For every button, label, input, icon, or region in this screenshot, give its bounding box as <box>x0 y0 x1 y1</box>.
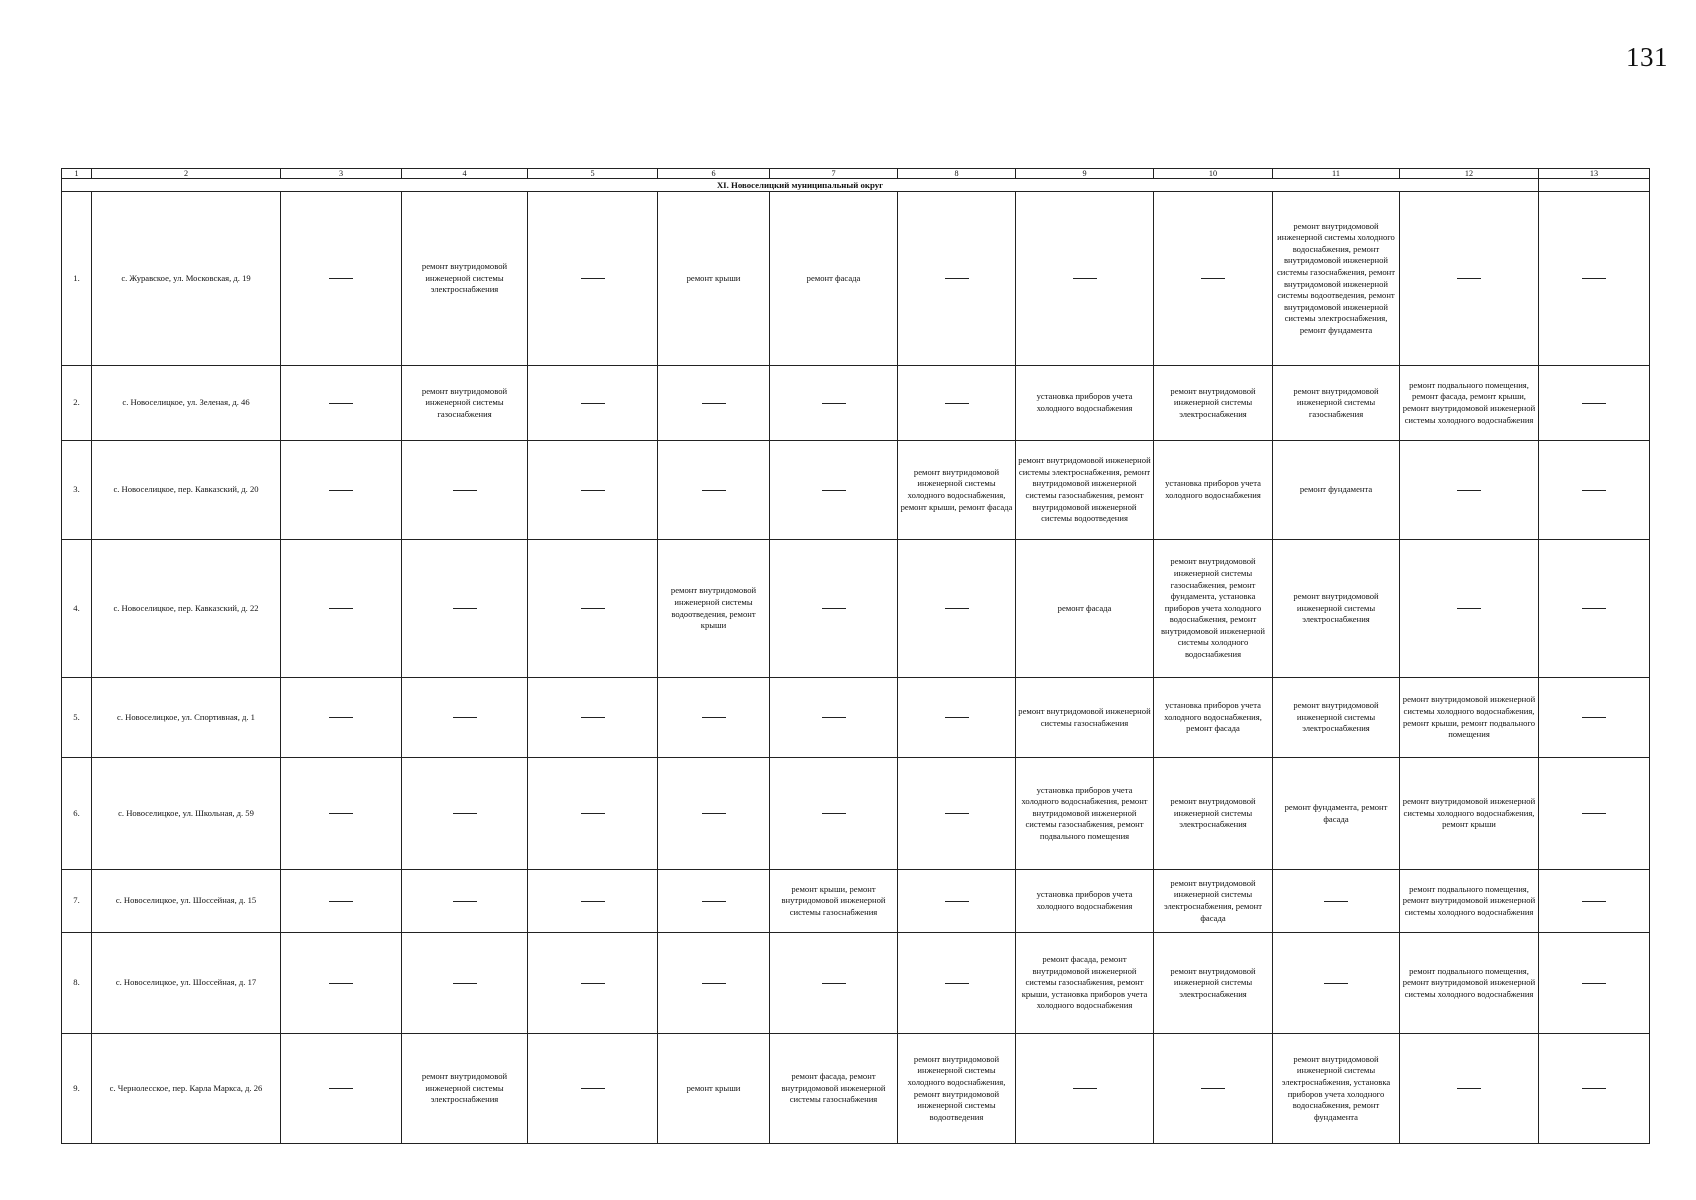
empty-dash-cell <box>1539 441 1650 540</box>
table-cell: установка приборов учета холодного водоснабжения <box>1016 870 1154 933</box>
empty-dash-cell <box>1539 1034 1650 1144</box>
dash-mark <box>1073 278 1097 279</box>
empty-dash-cell <box>402 933 528 1034</box>
dash-mark <box>1073 1088 1097 1089</box>
empty-dash-cell <box>281 366 402 441</box>
empty-dash-cell <box>402 678 528 758</box>
table-cell: ремонт внутридомовой инженерной системы электроснабжения, ремонт внутридомовой инженерной системы газоснабжения, ремонт внутридомовой инженерной системы водоотведения <box>1016 441 1154 540</box>
empty-dash-cell <box>770 933 898 1034</box>
empty-dash-cell <box>1539 758 1650 870</box>
table-cell: ремонт крыши, ремонт внутридомовой инженерной системы газоснабжения <box>770 870 898 933</box>
address-cell: с. Новоселицкое, ул. Школьная, д. 59 <box>92 758 281 870</box>
dash-mark <box>329 717 353 718</box>
empty-dash-cell <box>528 192 658 366</box>
empty-dash-cell <box>770 540 898 678</box>
table-cell: ремонт внутридомовой инженерной системы водоотведения, ремонт крыши <box>658 540 770 678</box>
column-header: 7 <box>770 169 898 179</box>
dash-mark <box>822 813 846 814</box>
table-cell: ремонт внутридомовой инженерной системы газоснабжения, ремонт фундамента, установка приборов учета холодного водоснабжения, ремонт внутридомовой инженерной системы холодного водоснабжения <box>1154 540 1273 678</box>
dash-mark <box>1582 403 1606 404</box>
dash-mark <box>581 403 605 404</box>
dash-mark <box>945 403 969 404</box>
table-cell: ремонт внутридомовой инженерной системы электроснабжения, ремонт фасада <box>1154 870 1273 933</box>
address-cell: с. Новоселицкое, ул. Зеленая, д. 46 <box>92 366 281 441</box>
dash-mark <box>329 608 353 609</box>
column-header: 1 <box>62 169 92 179</box>
empty-dash-cell <box>898 540 1016 678</box>
address-cell: с. Новоселицкое, ул. Спортивная, д. 1 <box>92 678 281 758</box>
empty-dash-cell <box>658 870 770 933</box>
row-number: 9. <box>62 1034 92 1144</box>
empty-dash-cell <box>770 366 898 441</box>
table-cell: ремонт внутридомовой инженерной системы электроснабжения <box>1154 758 1273 870</box>
table-cell: ремонт внутридомовой инженерной системы газоснабжения <box>1016 678 1154 758</box>
table-cell: ремонт подвального помещения, ремонт внутридомовой инженерной системы холодного водоснабжения <box>1400 870 1539 933</box>
table-cell: ремонт крыши <box>658 192 770 366</box>
column-header: 2 <box>92 169 281 179</box>
table-cell: ремонт внутридомовой инженерной системы электроснабжения <box>1154 366 1273 441</box>
empty-dash-cell <box>1539 870 1650 933</box>
dash-mark <box>1457 490 1481 491</box>
table-cell: ремонт внутридомовой инженерной системы электроснабжения <box>402 192 528 366</box>
table-cell: установка приборов учета холодного водоснабжения <box>1154 441 1273 540</box>
empty-dash-cell <box>1400 540 1539 678</box>
table-cell: ремонт фасада, ремонт внутридомовой инженерной системы газоснабжения <box>770 1034 898 1144</box>
empty-dash-cell <box>281 192 402 366</box>
empty-dash-cell <box>898 678 1016 758</box>
empty-dash-cell <box>1016 1034 1154 1144</box>
row-number: 5. <box>62 678 92 758</box>
empty-dash-cell <box>402 540 528 678</box>
dash-mark <box>453 717 477 718</box>
empty-dash-cell <box>281 441 402 540</box>
dash-mark <box>822 717 846 718</box>
dash-mark <box>329 403 353 404</box>
column-header: 3 <box>281 169 402 179</box>
column-header: 13 <box>1539 169 1650 179</box>
empty-dash-cell <box>1400 441 1539 540</box>
empty-dash-cell <box>1539 540 1650 678</box>
empty-dash-cell <box>402 441 528 540</box>
table-cell: ремонт подвального помещения, ремонт фасада, ремонт крыши, ремонт внутридомовой инженерной системы холодного водоснабжения <box>1400 366 1539 441</box>
empty-dash-cell <box>1273 933 1400 1034</box>
empty-dash-cell <box>1539 366 1650 441</box>
dash-mark <box>329 1088 353 1089</box>
empty-dash-cell <box>1539 192 1650 366</box>
empty-dash-cell <box>898 366 1016 441</box>
dash-mark <box>329 490 353 491</box>
empty-dash-cell <box>658 678 770 758</box>
table-cell: установка приборов учета холодного водоснабжения, ремонт фасада <box>1154 678 1273 758</box>
column-number-row <box>62 169 1650 179</box>
table-cell: ремонт внутридомовой инженерной системы холодного водоснабжения, ремонт внутридомовой инженерной системы водоотведения <box>898 1034 1016 1144</box>
empty-dash-cell <box>898 933 1016 1034</box>
table-row <box>62 678 1650 758</box>
dash-mark <box>581 490 605 491</box>
dash-mark <box>702 717 726 718</box>
dash-mark <box>581 278 605 279</box>
empty-dash-cell <box>658 933 770 1034</box>
empty-dash-cell <box>281 1034 402 1144</box>
table-cell: установка приборов учета холодного водоснабжения, ремонт внутридомовой инженерной системы газоснабжения, ремонт подвального помещения <box>1016 758 1154 870</box>
empty-dash-cell <box>1154 192 1273 366</box>
empty-dash-cell <box>898 870 1016 933</box>
dash-mark <box>945 278 969 279</box>
column-header: 5 <box>528 169 658 179</box>
column-header: 9 <box>1016 169 1154 179</box>
table-cell: ремонт внутридомовой инженерной системы газоснабжения <box>1273 366 1400 441</box>
dash-mark <box>945 901 969 902</box>
empty-dash-cell <box>281 758 402 870</box>
dash-mark <box>822 403 846 404</box>
dash-mark <box>702 901 726 902</box>
address-cell: с. Новоселицкое, ул. Шоссейная, д. 15 <box>92 870 281 933</box>
dash-mark <box>1324 983 1348 984</box>
dash-mark <box>1582 813 1606 814</box>
table-row <box>62 933 1650 1034</box>
dash-mark <box>1457 608 1481 609</box>
empty-dash-cell <box>1154 1034 1273 1144</box>
empty-dash-cell <box>1273 870 1400 933</box>
table-row <box>62 192 1650 366</box>
dash-mark <box>1324 901 1348 902</box>
dash-mark <box>702 813 726 814</box>
dash-mark <box>329 901 353 902</box>
dash-mark <box>1582 608 1606 609</box>
table-cell: ремонт внутридомовой инженерной системы холодного водоснабжения, ремонт внутридомовой инженерной системы газоснабжения, ремонт внутридомовой инженерной системы водоотведения, ремонт внутридомовой инженерной системы электроснабжения, ремонт фундамента <box>1273 192 1400 366</box>
empty-dash-cell <box>658 366 770 441</box>
table-row <box>62 366 1650 441</box>
table-cell: ремонт фасада <box>1016 540 1154 678</box>
address-cell: с. Журавское, ул. Московская, д. 19 <box>92 192 281 366</box>
empty-dash-cell <box>281 933 402 1034</box>
dash-mark <box>1201 278 1225 279</box>
column-header: 10 <box>1154 169 1273 179</box>
dash-mark <box>1582 278 1606 279</box>
dash-mark <box>1582 717 1606 718</box>
column-header: 6 <box>658 169 770 179</box>
table-cell: ремонт внутридомовой инженерной системы электроснабжения <box>1154 933 1273 1034</box>
dash-mark <box>453 608 477 609</box>
table-cell: ремонт подвального помещения, ремонт внутридомовой инженерной системы холодного водоснабжения <box>1400 933 1539 1034</box>
empty-dash-cell <box>770 758 898 870</box>
empty-dash-cell <box>402 870 528 933</box>
column-header: 11 <box>1273 169 1400 179</box>
page-number: 131 <box>1626 42 1668 72</box>
row-number: 8. <box>62 933 92 1034</box>
row-number: 2. <box>62 366 92 441</box>
table-cell: ремонт внутридомовой инженерной системы электроснабжения <box>1273 540 1400 678</box>
table-cell: ремонт внутридомовой инженерной системы электроснабжения, установка приборов учета холодного водоснабжения, ремонт фундамента <box>1273 1034 1400 1144</box>
row-number: 7. <box>62 870 92 933</box>
table-cell: ремонт внутридомовой инженерной системы холодного водоснабжения, ремонт крыши <box>1400 758 1539 870</box>
address-cell: с. Новоселицкое, ул. Шоссейная, д. 17 <box>92 933 281 1034</box>
empty-dash-cell <box>528 540 658 678</box>
empty-dash-cell <box>658 441 770 540</box>
table-cell: ремонт внутридомовой инженерной системы холодного водоснабжения, ремонт крыши, ремонт подвального помещения <box>1400 678 1539 758</box>
section-title: XI. Новоселицкий муниципальный округ <box>62 179 1539 192</box>
table-cell: ремонт крыши <box>658 1034 770 1144</box>
empty-dash-cell <box>528 933 658 1034</box>
dash-mark <box>581 983 605 984</box>
empty-dash-cell <box>1539 933 1650 1034</box>
dash-mark <box>329 813 353 814</box>
row-number: 6. <box>62 758 92 870</box>
empty-dash-cell <box>528 441 658 540</box>
table-row <box>62 870 1650 933</box>
dash-mark <box>453 813 477 814</box>
table-cell: ремонт внутридомовой инженерной системы электроснабжения <box>1273 678 1400 758</box>
row-number: 1. <box>62 192 92 366</box>
empty-dash-cell <box>528 758 658 870</box>
dash-mark <box>581 813 605 814</box>
table-cell: ремонт внутридомовой инженерной системы электроснабжения <box>402 1034 528 1144</box>
table-cell: ремонт фундамента <box>1273 441 1400 540</box>
empty-dash-cell <box>1400 1034 1539 1144</box>
table-cell: ремонт внутридомовой инженерной системы холодного водоснабжения, ремонт крыши, ремонт фасада <box>898 441 1016 540</box>
table-body <box>62 192 1650 1144</box>
table-row <box>62 1034 1650 1144</box>
table-cell: установка приборов учета холодного водоснабжения <box>1016 366 1154 441</box>
table-cell <box>1539 179 1650 192</box>
table-cell: ремонт фундамента, ремонт фасада <box>1273 758 1400 870</box>
address-cell: с. Новоселицкое, пер. Кавказский, д. 20 <box>92 441 281 540</box>
dash-mark <box>581 1088 605 1089</box>
table-row <box>62 441 1650 540</box>
empty-dash-cell <box>528 366 658 441</box>
dash-mark <box>329 983 353 984</box>
dash-mark <box>945 717 969 718</box>
column-header: 12 <box>1400 169 1539 179</box>
table-cell: ремонт внутридомовой инженерной системы газоснабжения <box>402 366 528 441</box>
dash-mark <box>329 278 353 279</box>
empty-dash-cell <box>898 192 1016 366</box>
dash-mark <box>1201 1088 1225 1089</box>
dash-mark <box>581 901 605 902</box>
dash-mark <box>1582 901 1606 902</box>
dash-mark <box>702 983 726 984</box>
dash-mark <box>581 717 605 718</box>
empty-dash-cell <box>1016 192 1154 366</box>
dash-mark <box>1582 490 1606 491</box>
dash-mark <box>822 490 846 491</box>
empty-dash-cell <box>402 758 528 870</box>
section-row <box>62 179 1650 192</box>
row-number: 4. <box>62 540 92 678</box>
empty-dash-cell <box>281 678 402 758</box>
dash-mark <box>453 490 477 491</box>
dash-mark <box>1457 278 1481 279</box>
empty-dash-cell <box>281 540 402 678</box>
empty-dash-cell <box>658 758 770 870</box>
empty-dash-cell <box>1400 192 1539 366</box>
row-number: 3. <box>62 441 92 540</box>
empty-dash-cell <box>1539 678 1650 758</box>
repair-schedule-table <box>61 168 1650 1144</box>
dash-mark <box>945 813 969 814</box>
empty-dash-cell <box>528 870 658 933</box>
address-cell: с. Чернолесское, пер. Карла Маркса, д. 26 <box>92 1034 281 1144</box>
dash-mark <box>1582 1088 1606 1089</box>
empty-dash-cell <box>281 870 402 933</box>
dash-mark <box>822 983 846 984</box>
dash-mark <box>453 901 477 902</box>
table-row <box>62 540 1650 678</box>
dash-mark <box>702 403 726 404</box>
empty-dash-cell <box>770 678 898 758</box>
dash-mark <box>581 608 605 609</box>
table-row <box>62 758 1650 870</box>
dash-mark <box>822 608 846 609</box>
empty-dash-cell <box>770 441 898 540</box>
table-header <box>62 169 1650 192</box>
dash-mark <box>1582 983 1606 984</box>
empty-dash-cell <box>528 678 658 758</box>
address-cell: с. Новоселицкое, пер. Кавказский, д. 22 <box>92 540 281 678</box>
empty-dash-cell <box>898 758 1016 870</box>
empty-dash-cell <box>528 1034 658 1144</box>
column-header: 8 <box>898 169 1016 179</box>
column-header: 4 <box>402 169 528 179</box>
dash-mark <box>945 608 969 609</box>
dash-mark <box>453 983 477 984</box>
dash-mark <box>1457 1088 1481 1089</box>
dash-mark <box>702 490 726 491</box>
table-cell: ремонт фасада, ремонт внутридомовой инженерной системы газоснабжения, ремонт крыши, установка приборов учета холодного водоснабжения <box>1016 933 1154 1034</box>
table-cell: ремонт фасада <box>770 192 898 366</box>
dash-mark <box>945 983 969 984</box>
